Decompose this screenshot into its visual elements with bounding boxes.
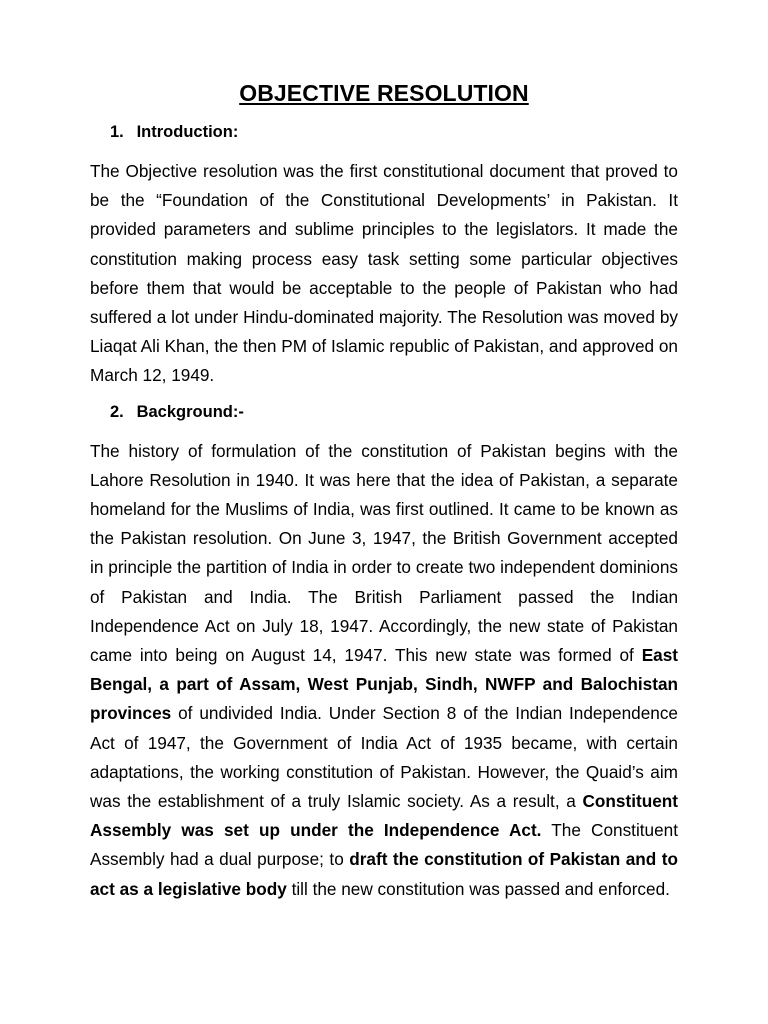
- bold-text: Constituent Assembly was set up under the Independence Act.: [90, 791, 678, 841]
- bold-text: draft the constitution of Pakistan and to act as a legislative body: [90, 849, 678, 899]
- section-number: 2.: [110, 402, 124, 421]
- paragraph-text: The Objective resolution was the first constitutional document that proved to be the “Foundation of the Constitutional Developments’ in Pakistan. It provided parameters and sublime principles to the legislators. It made the constitution making process easy task setting some particular objectives before them that would be acceptable to the people of Pakistan who had suffered a lot under Hindu-dominated majority. The Resolution was moved by Liaqat Ali Khan, the then PM of Islamic republic of Pakistan, and approved on March 12, 1949.: [90, 161, 678, 386]
- section-heading-text: Introduction:: [136, 123, 239, 141]
- paragraph-text: The history of formulation of the constitution of Pakistan begins with the Lahore Resolution in 1940. It was here that the idea of Pakistan, a separate homeland for the Muslims of India, was first outlined. It came to be known as the Pakistan resolution. On June 3, 1947, the British Government accepted in principle the partition of India in order to create two independent dominions of Pakistan and India. The British Parliament passed the Indian Independence Act on July 18, 1947. Accordingly, the new state of Pakistan came into being on August 14, 1947. This new state was formed of: [90, 440, 678, 666]
- section-heading-background: [110, 401, 678, 423]
- bold-text: East Bengal, a part of Assam, West Punjab, Sindh, NWFP and Balochistan provinces: [90, 645, 678, 724]
- paragraph-text: till the new constitution was passed and enforced.: [286, 878, 670, 899]
- section-heading-introduction: [110, 121, 678, 143]
- section-number: 1.: [110, 123, 124, 141]
- introduction-paragraph: [90, 157, 678, 391]
- document-title: OBJECTIVE RESOLUTION: [239, 80, 529, 106]
- section-heading-text: Background:-: [136, 402, 244, 421]
- background-paragraph: [90, 437, 678, 904]
- paragraph-text: of undivided India. Under Section 8 of the Indian Independence Act of 1947, the Government of India Act of 1935 became, with certain adaptations, the working constitution of Pakistan. However, the Quaid’s aim was the establishment of a truly Islamic society. As a result, a: [90, 703, 678, 812]
- paragraph-text: The Constituent Assembly had a dual purpose; to: [90, 820, 678, 870]
